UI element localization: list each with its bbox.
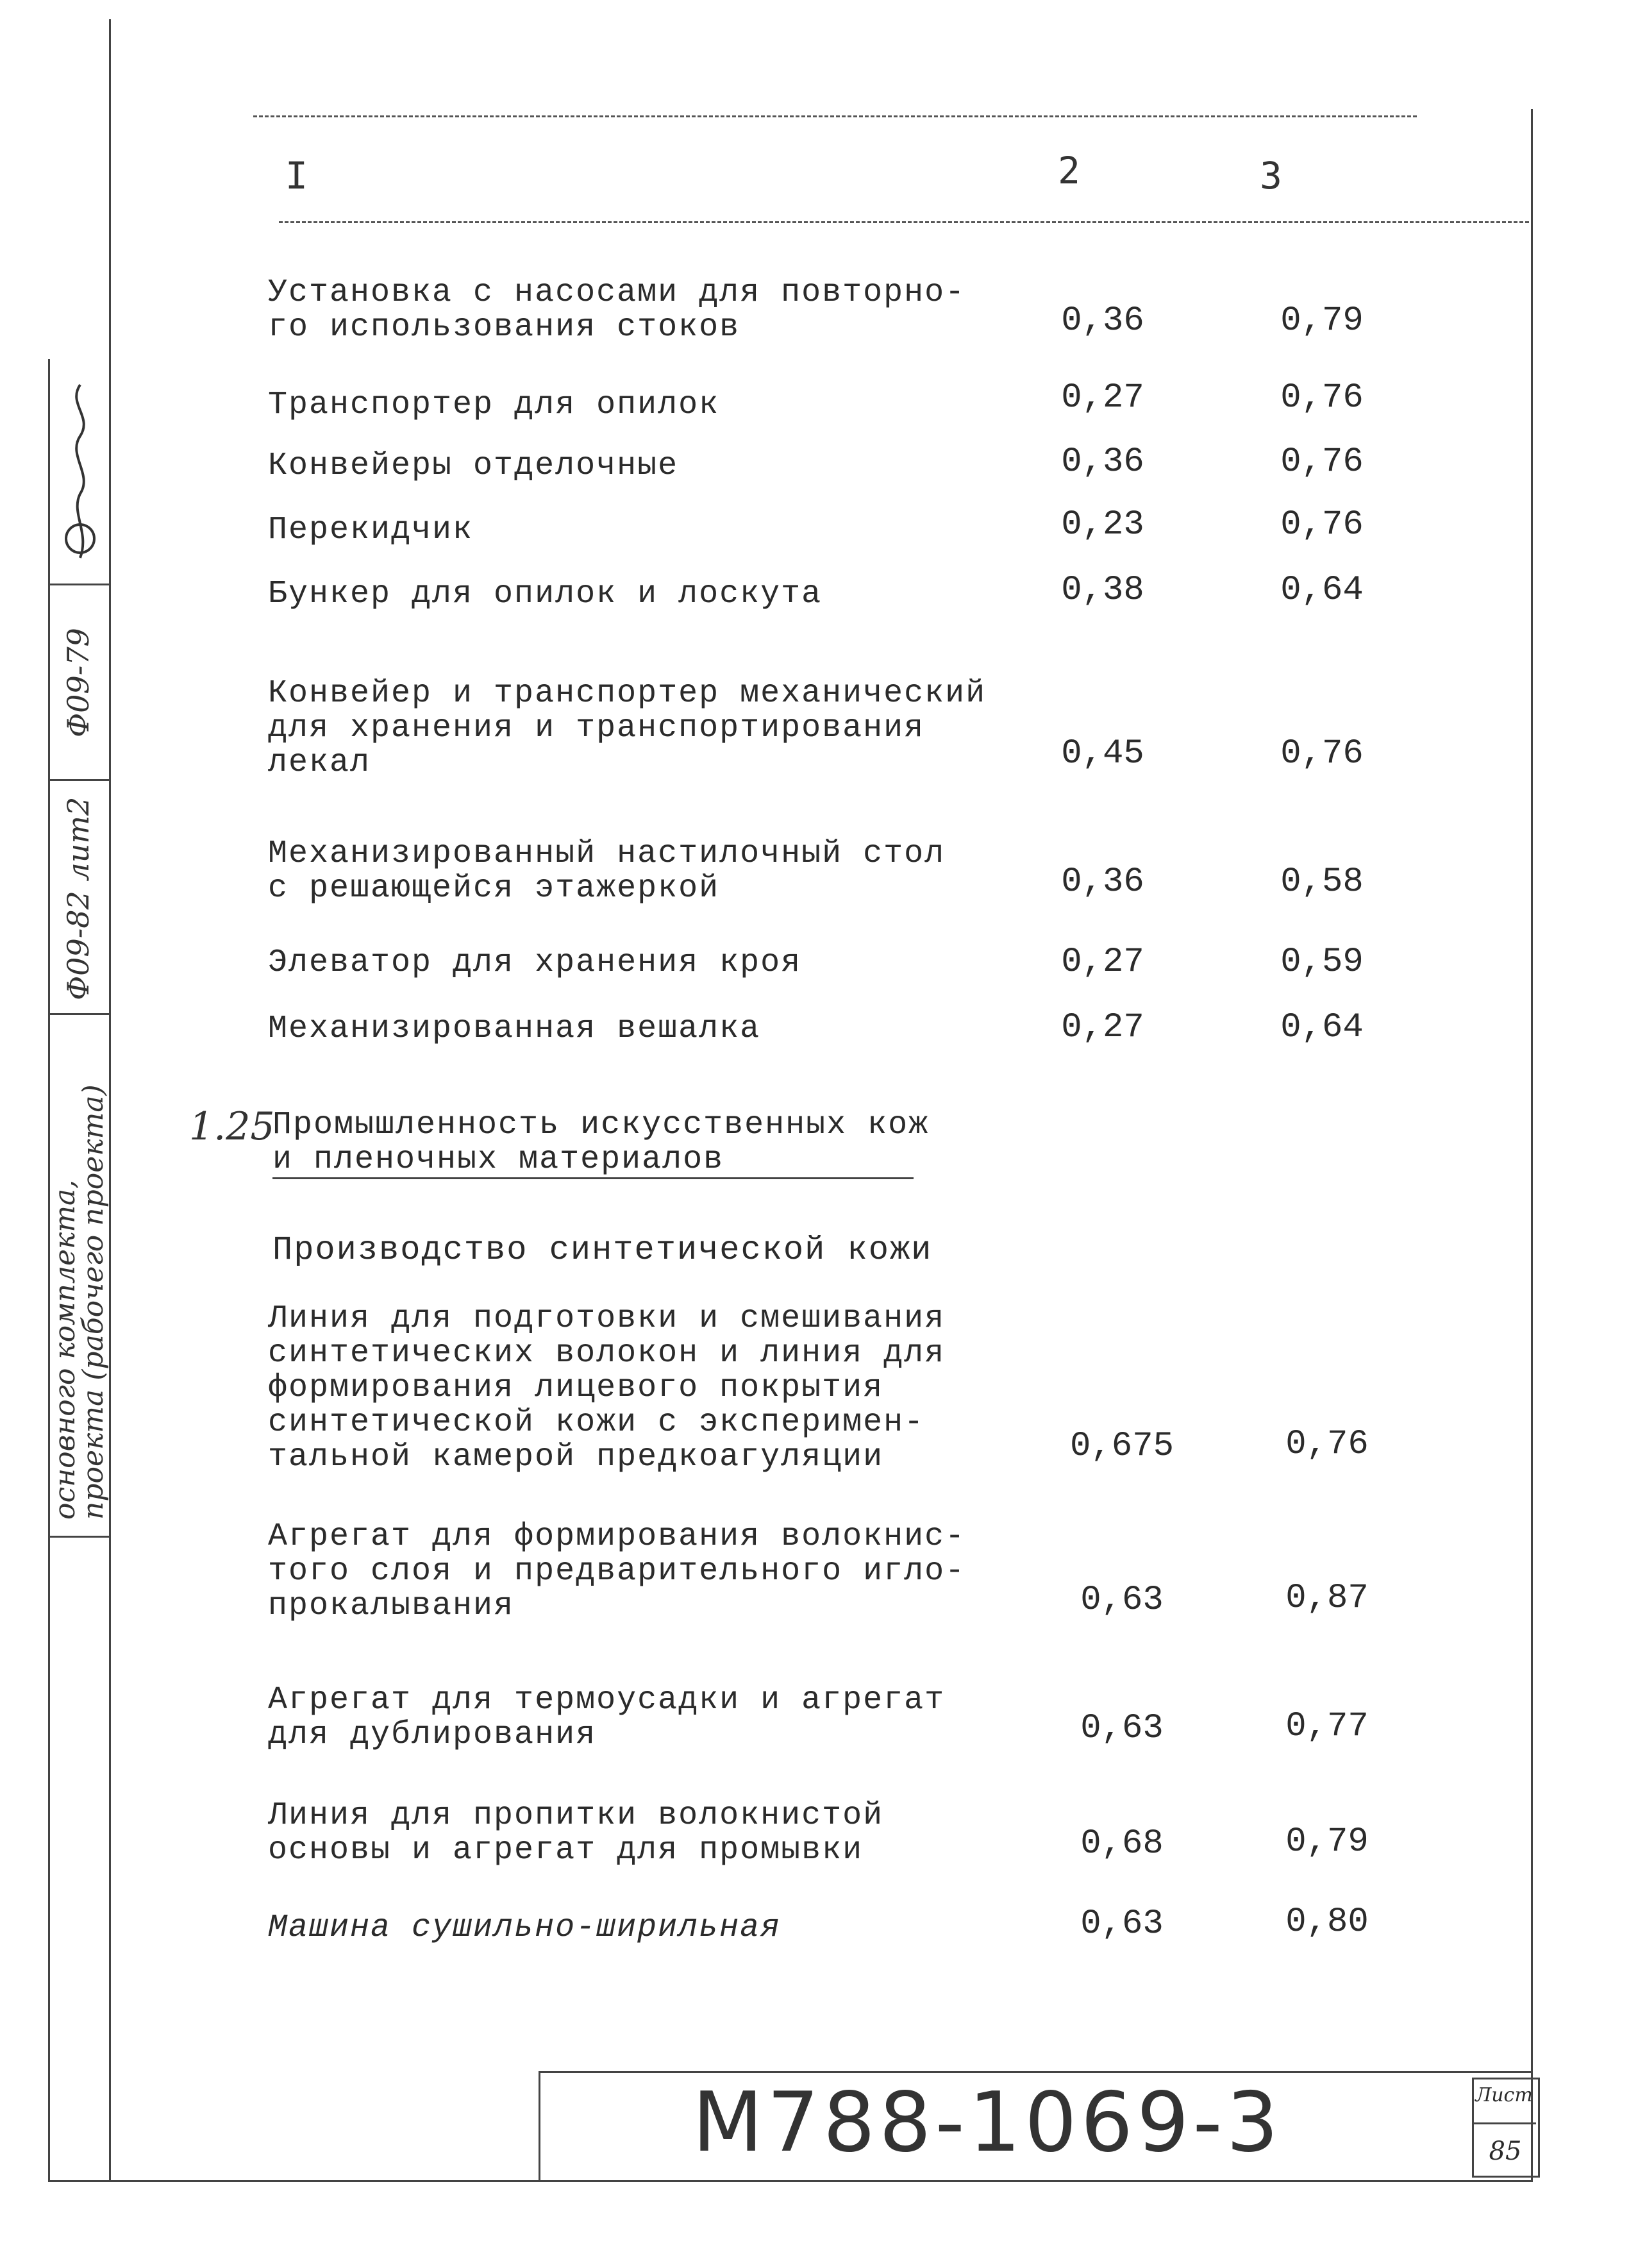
document-number: М788-1069-3 bbox=[692, 2075, 1283, 2171]
right-frame-line bbox=[1531, 109, 1533, 2180]
row-description: Линия для подготовки и смешивания синтетических волокон и линия для формирования лицевого покрытия синтетической кожи с эксперимен- тальной камерой предкоагуляции bbox=[268, 1300, 946, 1475]
row-value-col3: 0,76 bbox=[1280, 505, 1364, 544]
col-header-3: 3 bbox=[1260, 154, 1282, 197]
sidebar-ref-2: Ф09-79 bbox=[61, 628, 96, 737]
row-value-col2: 0,36 bbox=[1061, 442, 1144, 482]
sidebar-tick-3 bbox=[50, 584, 109, 585]
row-value-col2: 0,23 bbox=[1061, 505, 1144, 544]
row-description: Перекидчик bbox=[268, 512, 474, 548]
row-description: Элеватор для хранения кроя bbox=[268, 945, 802, 981]
row-value-col2: 0,36 bbox=[1061, 862, 1144, 902]
row-value-col2: 0,63 bbox=[1080, 1709, 1164, 1748]
page-number: 85 bbox=[1489, 2137, 1522, 2166]
stamp-top-rule bbox=[539, 2071, 1532, 2073]
subheading: Производство синтетической кожи bbox=[272, 1231, 933, 1269]
signature-mark bbox=[54, 378, 106, 571]
col-header-1: I bbox=[285, 154, 308, 197]
row-value-col3: 0,80 bbox=[1285, 1903, 1369, 1942]
row-description: Агрегат для термоусадки и агрегат для дублирования bbox=[268, 1682, 946, 1753]
row-value-col2: 0,63 bbox=[1080, 1581, 1164, 1620]
row-value-col2: 0,45 bbox=[1061, 734, 1144, 773]
table-header-rule bbox=[279, 221, 1529, 223]
row-value-col3: 0,79 bbox=[1280, 301, 1364, 340]
bottom-frame-line bbox=[48, 2180, 1533, 2182]
sidebar-divider bbox=[48, 1536, 111, 1538]
sidebar-labels bbox=[51, 1084, 108, 1520]
row-value-col2: 0,68 bbox=[1080, 1824, 1164, 1863]
row-value-col2: 0,63 bbox=[1080, 1904, 1164, 1944]
row-description: Машина сушильно-ширильная bbox=[268, 1910, 781, 1946]
row-value-col3: 0,64 bbox=[1280, 571, 1364, 610]
row-description: Бункер для опилок и лоскута bbox=[268, 576, 823, 612]
sidebar-label-1: основного комплекта, bbox=[49, 1179, 81, 1520]
row-value-col3: 0,76 bbox=[1280, 734, 1364, 773]
sidebar-label-2: проекта (рабочего проекта) bbox=[77, 1084, 110, 1520]
row-value-col3: 0,64 bbox=[1280, 1008, 1364, 1047]
row-value-col2: 0,27 bbox=[1061, 943, 1144, 982]
page-box-divider bbox=[1472, 2122, 1536, 2124]
section-title: Промышленность искусственных кож и пленочных материалов bbox=[272, 1107, 930, 1178]
sidebar-tick-2 bbox=[50, 779, 109, 781]
row-description: Конвейеры отделочные bbox=[268, 448, 679, 484]
row-description: Механизированный настилочный стол с решающейся этажеркой bbox=[268, 836, 946, 907]
col-header-2: 2 bbox=[1058, 149, 1080, 192]
table-top-rule bbox=[253, 115, 1417, 117]
row-description: Транспортер для опилок bbox=[268, 387, 720, 423]
row-value-col3: 0,87 bbox=[1285, 1579, 1369, 1618]
row-description: Установка с насосами для повторно- го использования стоков bbox=[268, 274, 966, 346]
row-value-col3: 0,76 bbox=[1285, 1425, 1369, 1464]
row-value-col3: 0,76 bbox=[1280, 378, 1364, 417]
row-description: Линия для пропитки волокнистой основы и агрегат для промывки bbox=[268, 1797, 884, 1869]
row-value-col3: 0,59 bbox=[1280, 943, 1364, 982]
row-value-col2: 0,27 bbox=[1061, 378, 1144, 417]
row-description: Агрегат для формирования волокнис- того слоя и предварительного игло- прокалывания bbox=[268, 1518, 966, 1624]
row-description: Конвейер и транспортер механический для хранения и транспортирования лекал bbox=[268, 675, 987, 781]
sidebar-ref-1: Ф09-82 лит2 bbox=[61, 796, 96, 1000]
row-value-col3: 0,58 bbox=[1280, 862, 1364, 902]
row-description: Механизированная вешалка bbox=[268, 1011, 761, 1047]
row-value-col2: 0,27 bbox=[1061, 1008, 1144, 1047]
sheet-label: Лист bbox=[1475, 2084, 1533, 2106]
section-title-underline bbox=[272, 1177, 914, 1179]
row-value-col2: 0,36 bbox=[1061, 301, 1144, 340]
row-value-col2: 0,675 bbox=[1069, 1427, 1174, 1466]
section-number: 1.25 bbox=[189, 1104, 275, 1149]
sidebar-tick-1 bbox=[50, 1013, 109, 1015]
row-value-col3: 0,79 bbox=[1285, 1822, 1369, 1861]
row-value-col2: 0,38 bbox=[1061, 571, 1144, 610]
row-value-col3: 0,77 bbox=[1285, 1707, 1369, 1746]
row-value-col3: 0,76 bbox=[1280, 442, 1364, 482]
